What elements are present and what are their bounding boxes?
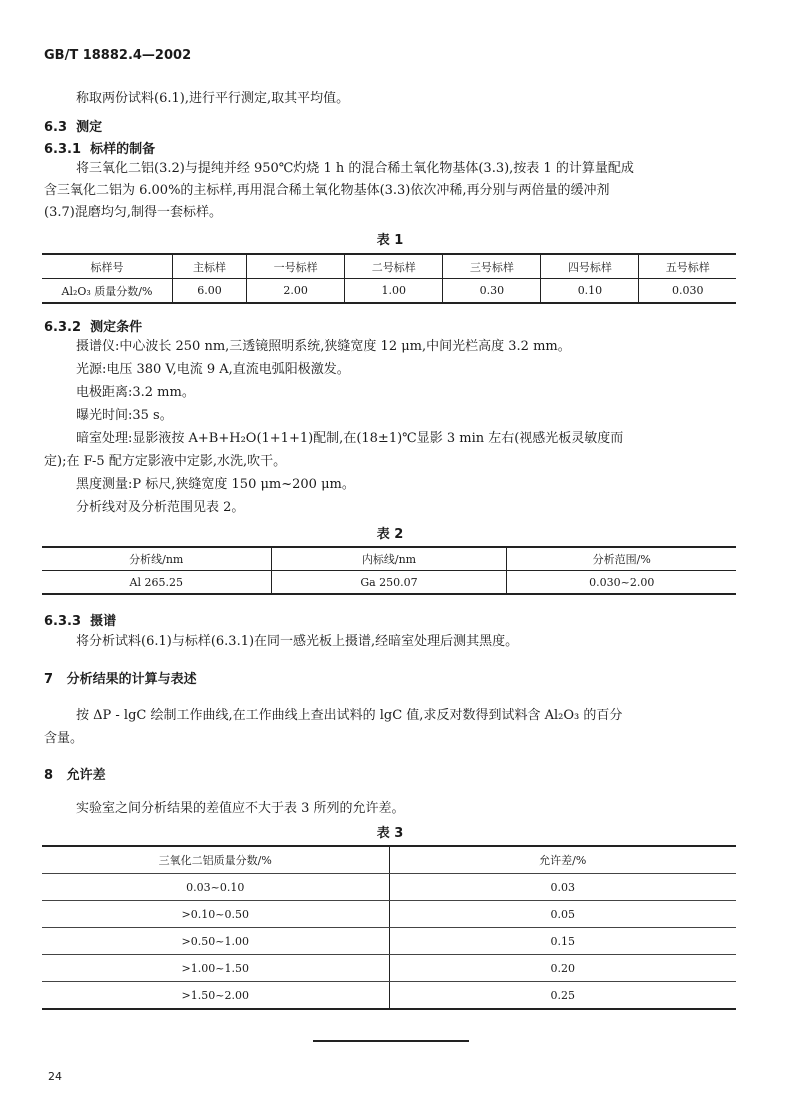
section-6-3-1-para-line: 含三氧化二铝为 6.00%的主标样,再用混合稀土氧化物基体(3.3)依次冲稀,再分别与两倍量的缓冲剂 bbox=[44, 183, 610, 198]
table-header-cell: 五号标样 bbox=[639, 254, 736, 279]
standard-number-header: GB/T 18882.4—2002 bbox=[44, 48, 192, 63]
table-cell: 0.030~2.00 bbox=[507, 571, 736, 595]
page-number: 24 bbox=[48, 1070, 62, 1083]
table-cell: 0.25 bbox=[389, 982, 736, 1010]
table-header-cell: 一号标样 bbox=[247, 254, 345, 279]
section-title: 测定 bbox=[76, 120, 103, 135]
section-title: 标样的制备 bbox=[90, 142, 156, 157]
section-number: 7 bbox=[44, 672, 54, 687]
table-header-row bbox=[42, 254, 736, 279]
section-title: 允许差 bbox=[66, 768, 106, 783]
table-header-cell: 主标样 bbox=[173, 254, 247, 279]
end-of-document-rule bbox=[313, 1040, 469, 1042]
table-cell: >1.50~2.00 bbox=[181, 988, 249, 1002]
condition-line: 黑度测量:P 标尺,狭缝宽度 150 μm~200 μm。 bbox=[76, 477, 355, 492]
condition-line: 电极距离:3.2 mm。 bbox=[76, 385, 195, 400]
table-cell: Ga 250.07 bbox=[271, 571, 507, 595]
section-title: 测定条件 bbox=[90, 320, 143, 335]
condition-line: 定);在 F-5 配方定影液中定影,水洗,吹干。 bbox=[44, 454, 287, 469]
table-header-row bbox=[42, 846, 736, 874]
section-6-3-1-heading bbox=[44, 138, 155, 157]
table-2-caption: 表 2 bbox=[376, 527, 404, 542]
table-header-row bbox=[42, 547, 736, 571]
section-6-3-1-para-line: 将三氧化二铝(3.2)与提纯并经 950℃灼烧 1 h 的混合稀土氧化物基体(3.3),按表 1 的计算量配成 bbox=[76, 161, 634, 176]
table-row bbox=[42, 571, 736, 595]
table-header-cell: 分析范围/% bbox=[507, 547, 736, 571]
table-cell: >0.10~0.50 bbox=[42, 901, 389, 928]
table-cell: Al₂O₃ 质量分数/% bbox=[61, 284, 153, 298]
table-row bbox=[42, 279, 736, 304]
table-header-cell: 三号标样 bbox=[443, 254, 541, 279]
table-header-cell: 四号标样 bbox=[541, 254, 639, 279]
table-3 bbox=[42, 845, 736, 1010]
table-cell: 0.20 bbox=[389, 955, 736, 982]
section-7-para-line: 含量。 bbox=[44, 731, 84, 746]
table-cell: 1.00 bbox=[345, 279, 443, 304]
table-1-caption: 表 1 bbox=[376, 233, 404, 248]
table-cell: 2.00 bbox=[247, 279, 345, 304]
condition-line: 暗室处理:显影液按 A+B+H₂O(1+1+1)配制,在(18±1)℃显影 3 min 左右(视感光板灵敏度而 bbox=[76, 431, 624, 446]
table-row bbox=[42, 874, 736, 901]
table-2 bbox=[42, 546, 736, 595]
section-number: 6.3.1 bbox=[44, 142, 82, 157]
table-3-caption: 表 3 bbox=[376, 826, 404, 841]
section-8-heading bbox=[44, 764, 106, 783]
section-8-para: 实验室之间分析结果的差值应不大于表 3 所列的允许差。 bbox=[76, 801, 405, 816]
section-number: 6.3.2 bbox=[44, 320, 82, 335]
intro-line: 称取两份试料(6.1),进行平行测定,取其平均值。 bbox=[76, 91, 350, 106]
section-6-3-heading bbox=[44, 116, 102, 135]
table-cell: 6.00 bbox=[173, 279, 247, 304]
table-cell: 0.03 bbox=[389, 874, 736, 901]
section-6-3-2-heading bbox=[44, 316, 142, 335]
table-cell: >1.00~1.50 bbox=[42, 955, 389, 982]
table-cell: Al 265.25 bbox=[129, 575, 183, 589]
table-row bbox=[42, 982, 736, 1010]
condition-line: 分析线对及分析范围见表 2。 bbox=[76, 500, 245, 515]
table-cell: 0.030 bbox=[639, 279, 736, 304]
section-6-3-3-para: 将分析试料(6.1)与标样(6.3.1)在同一感光板上摄谱,经暗室处理后测其黑度。 bbox=[76, 634, 519, 649]
table-cell: >0.50~1.00 bbox=[42, 928, 389, 955]
section-6-3-3-heading bbox=[44, 610, 116, 629]
condition-line: 光源:电压 380 V,电流 9 A,直流电弧阳极激发。 bbox=[76, 362, 350, 377]
section-7-para-line: 按 ΔP - lgC 绘制工作曲线,在工作曲线上查出试料的 lgC 值,求反对数得到试料含 Al₂O₃ 的百分 bbox=[76, 708, 623, 723]
section-number: 6.3.3 bbox=[44, 614, 82, 629]
table-cell: 0.30 bbox=[443, 279, 541, 304]
table-1 bbox=[42, 253, 736, 304]
section-6-3-1-para-line: (3.7)混磨均匀,制得一套标样。 bbox=[44, 205, 222, 220]
table-header-cell: 允许差/% bbox=[389, 846, 736, 874]
condition-line: 曝光时间:35 s。 bbox=[76, 408, 173, 423]
section-number: 6.3 bbox=[44, 120, 68, 135]
section-title: 分析结果的计算与表述 bbox=[66, 672, 197, 687]
table-row bbox=[42, 955, 736, 982]
section-7-heading bbox=[44, 668, 197, 687]
section-title: 摄谱 bbox=[90, 614, 117, 629]
condition-line: 摄谱仪:中心波长 250 nm,三透镜照明系统,狭缝宽度 12 μm,中间光栏高度 3.2 mm。 bbox=[76, 339, 571, 354]
section-number: 8 bbox=[44, 768, 54, 783]
table-cell: 0.03~0.10 bbox=[42, 874, 389, 901]
table-cell: 0.10 bbox=[541, 279, 639, 304]
table-cell: 0.15 bbox=[389, 928, 736, 955]
table-row bbox=[42, 901, 736, 928]
table-header-cell: 三氧化二铝质量分数/% bbox=[42, 846, 389, 874]
table-header-cell: 标样号 bbox=[42, 254, 173, 279]
table-row bbox=[42, 928, 736, 955]
table-header-cell: 二号标样 bbox=[345, 254, 443, 279]
table-cell: 0.05 bbox=[389, 901, 736, 928]
table-header-cell: 分析线/nm bbox=[42, 547, 271, 571]
table-header-cell: 内标线/nm bbox=[271, 547, 507, 571]
